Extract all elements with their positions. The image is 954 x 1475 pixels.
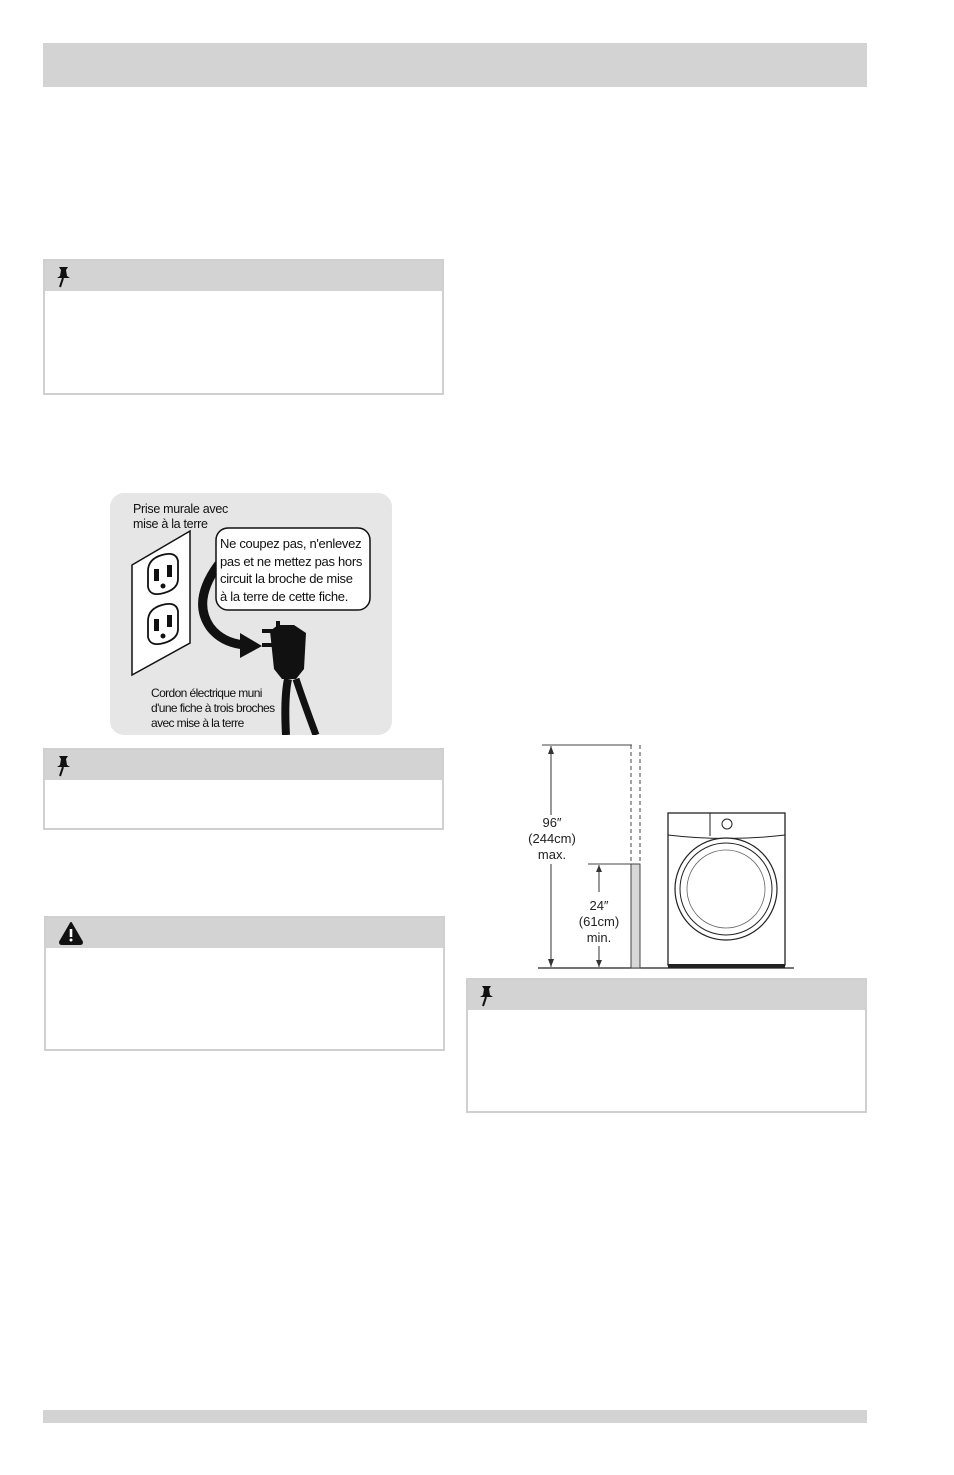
- min-height-label: 24″ (61cm) min.: [572, 898, 626, 946]
- note-box-1: [43, 259, 444, 395]
- note-header: [45, 750, 442, 780]
- note-box-2: [43, 748, 444, 830]
- note-box-3: [466, 978, 867, 1113]
- cord-label: Cordon électrique muni d'une fiche à trois broches avec mise à la terre: [151, 686, 275, 730]
- pushpin-icon: [55, 265, 75, 289]
- pushpin-icon: [478, 984, 498, 1008]
- wall-outlet-label: Prise murale avec mise à la terre: [133, 502, 228, 531]
- warning-triangle-icon: [58, 921, 84, 945]
- warning-header: [46, 918, 443, 948]
- receptacle-top: [148, 554, 178, 594]
- page-header-bar: [43, 43, 867, 87]
- warning-bubble-text: Ne coupez pas, n'enlevez pas et ne mettez pas hors circuit la broche de mise à la terre de cette fiche.: [220, 536, 363, 604]
- grounded-outlet-illustration: [110, 493, 392, 735]
- note-header: [45, 261, 442, 291]
- clearance-diagram: [530, 740, 800, 972]
- dryer-front-view: [668, 813, 785, 968]
- pushpin-icon: [55, 754, 75, 778]
- note-header: [468, 980, 865, 1010]
- max-height-label: 96″ (244cm) max.: [520, 815, 584, 863]
- receptacle-bottom: [148, 604, 178, 644]
- warning-box: [44, 916, 445, 1051]
- page-footer-bar: [43, 1410, 867, 1423]
